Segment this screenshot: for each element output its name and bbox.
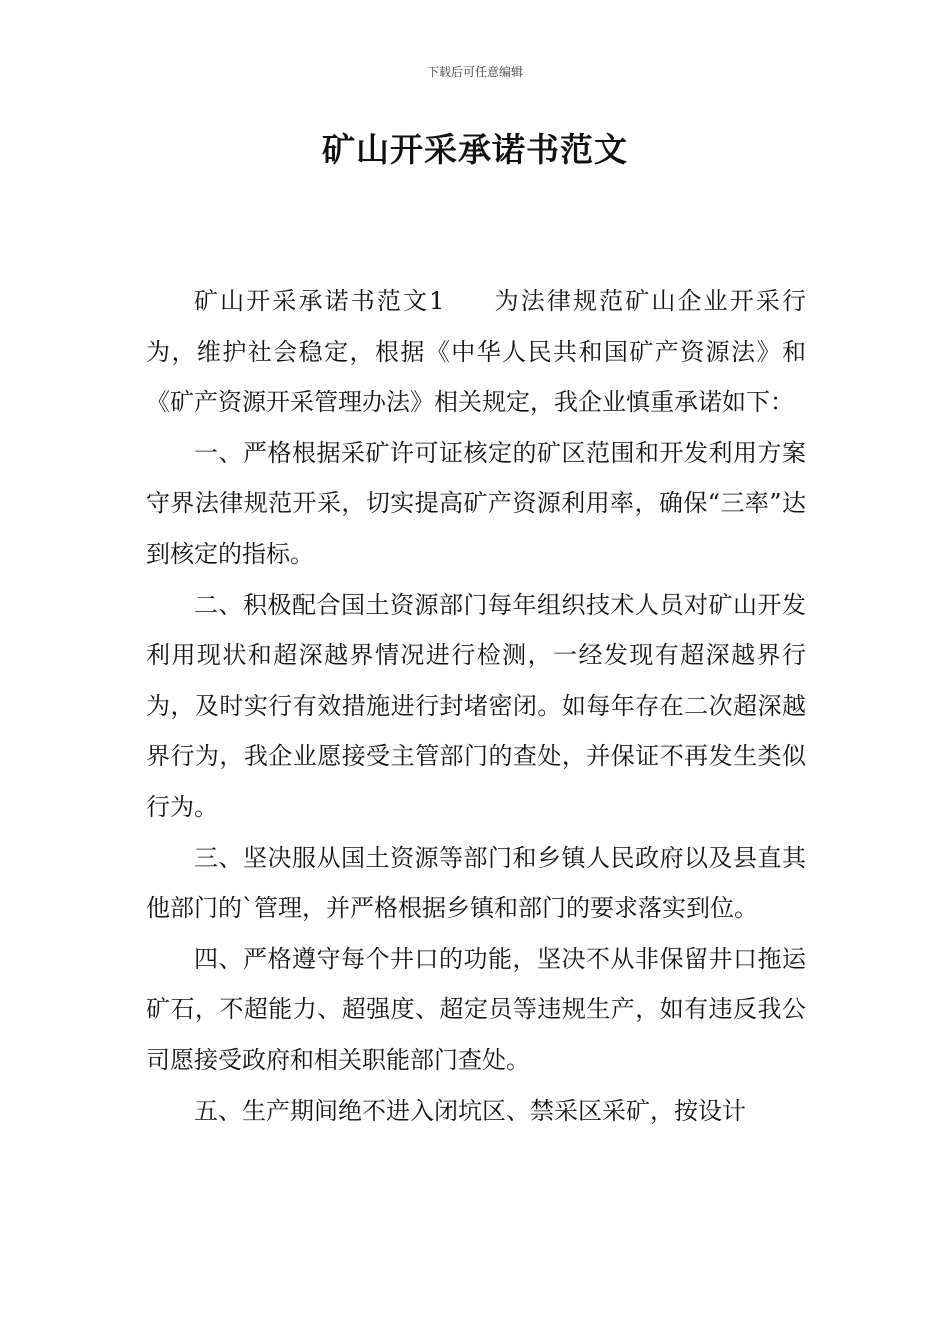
intro-label: 矿山开采承诺书范文1 [194, 287, 445, 315]
paragraph-intro [146, 276, 806, 428]
paragraph-3: 三、坚决服从国土资源等部门和乡镇人民政府以及县直其他部门的`管理，并严格根据乡镇和部门的要求落实到位。 [146, 843, 806, 923]
intro-text: 为法律规范矿山企业开采行为，维护社会稳定，根据《中华人民共和国矿产资源法》和《矿产资源开采管理办法》相关规定，我企业慎重承诺如下： [146, 287, 806, 417]
document-title: 矿山开采承诺书范文 [322, 130, 628, 169]
paragraph-4: 四、严格遵守每个井口的功能，坚决不从非保留井口拖运矿石，不超能力、超强度、超定员等违规生产，如有违反我公司愿接受政府和相关职能部门查处。 [146, 944, 806, 1074]
header-note: 下载后可任意编辑 [426, 65, 523, 79]
paragraph-1: 一、严格根据采矿许可证核定的矿区范围和开发利用方案守界法律规范开采，切实提高矿产资源利用率，确保“三率”达到核定的指标。 [146, 438, 806, 568]
paragraph-5: 五、生产期间绝不进入闭坑区、禁采区采矿，按设计 [194, 1096, 746, 1125]
paragraph-2: 二、积极配合国土资源部门每年组织技术人员对矿山开发利用现状和超深越界情况进行检测，一经发现有超深越界行为，及时实行有效措施进行封堵密闭。如每年存在二次超深越界行为，我企业愿接受主管部门的查处，并保证不再发生类似行为。 [146, 590, 806, 821]
document-body [146, 276, 806, 1136]
